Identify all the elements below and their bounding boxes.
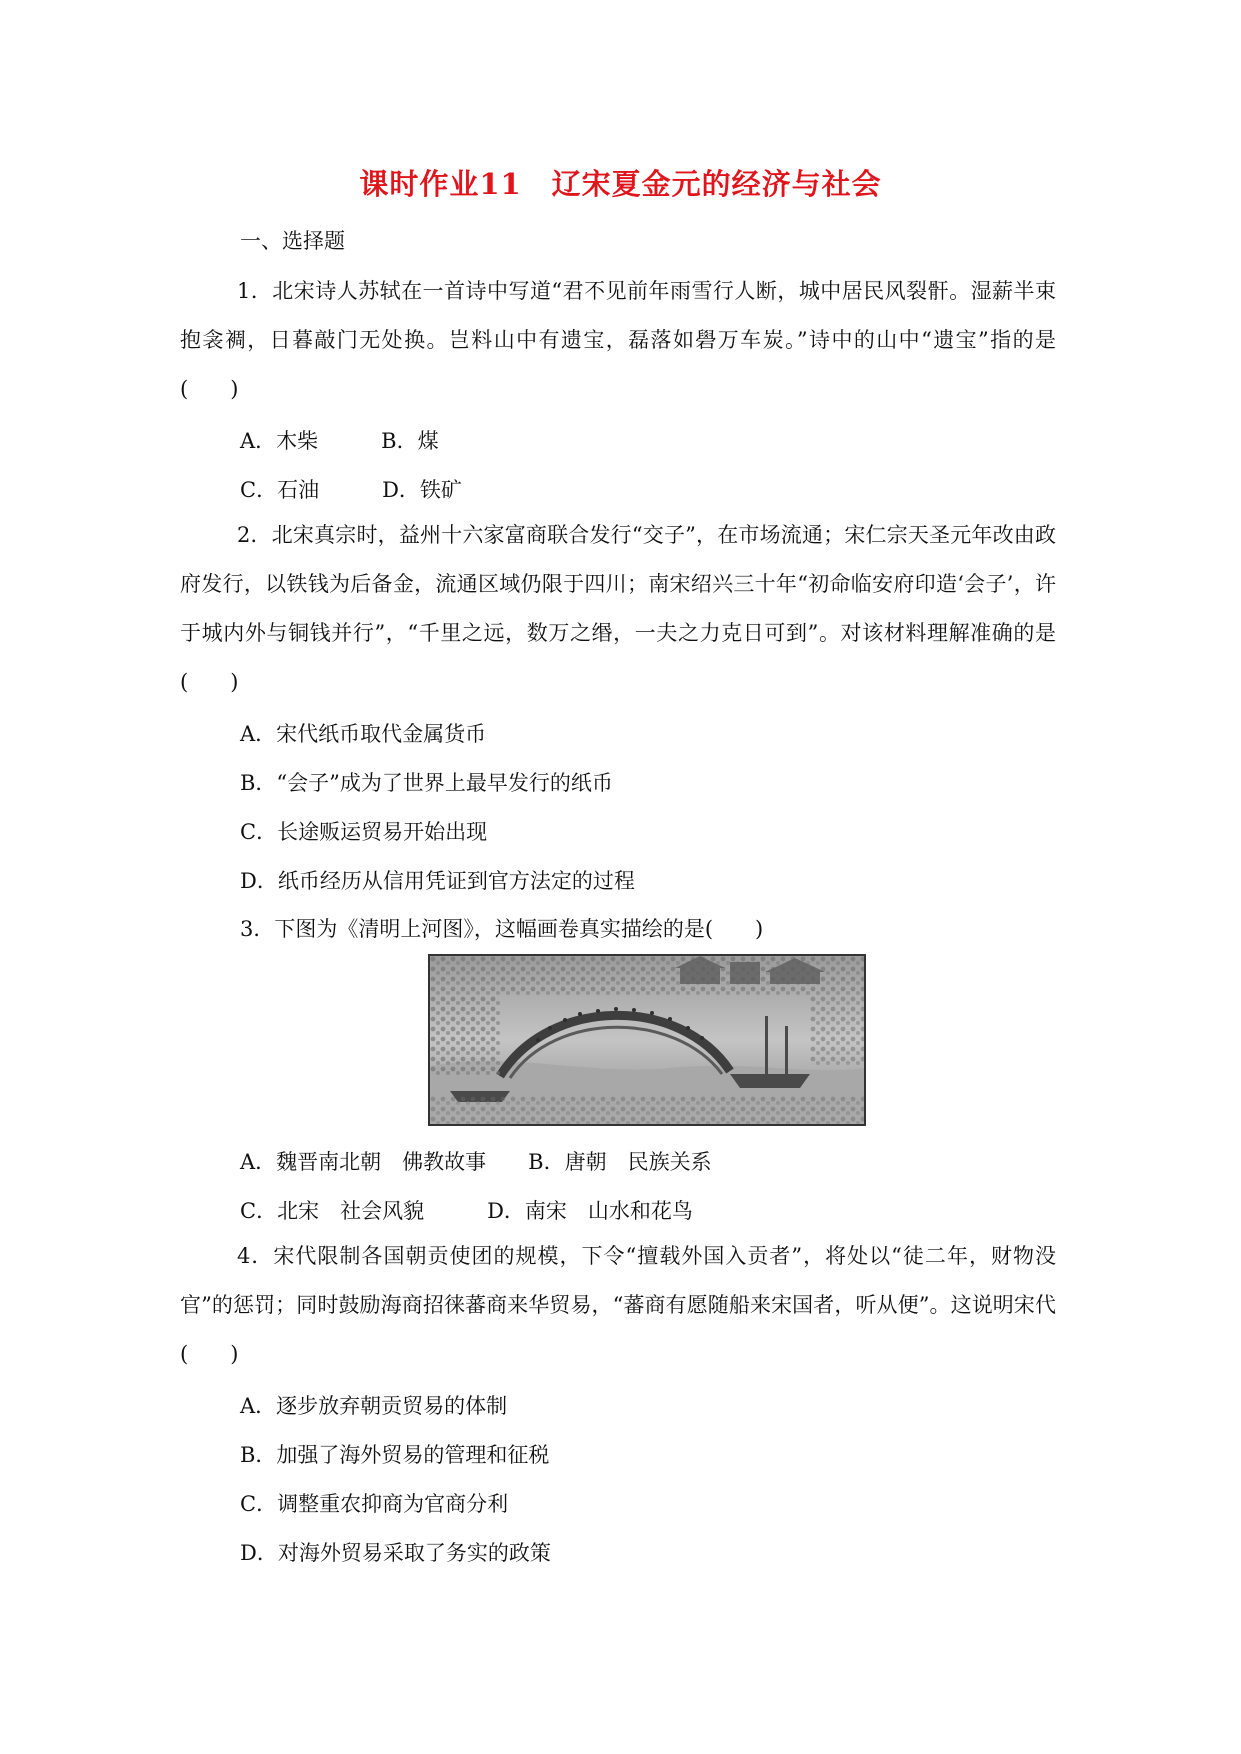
- question-2-option-c: C．长途贩运贸易开始出现: [240, 820, 488, 844]
- question-3-stem: 3．下图为《清明上河图》，这幅画卷真实描绘的是( ): [240, 917, 764, 941]
- question-2-option-b: B．“会子”成为了世界上最早发行的纸币: [240, 771, 613, 795]
- question-2-option-d: D．纸币经历从信用凭证到官方法定的过程: [240, 869, 635, 893]
- question-4-option-c: C．调整重农抑商为官商分利: [240, 1492, 509, 1516]
- question-4-option-b: B．加强了海外贸易的管理和征税: [240, 1443, 550, 1467]
- qingming-painting-image: [428, 954, 866, 1126]
- question-2-stem: 2．北宋真宗时，益州十六家富商联合发行“交子”，在市场流通；宋仁宗天圣元年改由政府发行，以铁钱为后备金，流通区域仍限于四川；南宋绍兴三十年“初命临安府印造‘会子’，许于城内外与铜钱并行”，“千里之远，数万之缗，一夫之力克日可到”。对该材料理解准确的是( ): [180, 523, 1056, 694]
- question-2-option-a: A．宋代纸币取代金属货币: [240, 722, 487, 746]
- page-title: 课时作业11 辽宋夏金元的经济与社会: [359, 167, 882, 201]
- question-4-option-d: D．对海外贸易采取了务实的政策: [240, 1541, 551, 1565]
- question-3-option-row-2: C．北宋 社会风貌 D．南宋 山水和花鸟: [240, 1199, 693, 1223]
- question-4-stem: 4．宋代限制各国朝贡使团的规模，下令“擅载外国入贡者”，将处以“徒二年，财物没官”的惩罚；同时鼓励海商招徕蕃商来华贸易，“蕃商有愿随船来宋国者，听从便”。这说明宋代( ): [180, 1244, 1056, 1366]
- question-1-option-row-2: C．石油 D．铁矿: [240, 478, 462, 502]
- question-1-option-row-1: A．木柴 B．煤: [240, 429, 439, 453]
- question-4-option-a: A．逐步放弃朝贡贸易的体制: [240, 1394, 508, 1418]
- question-1-stem: 1．北宋诗人苏轼在一首诗中写道“君不见前年雨雪行人断，城中居民风裂骭。湿薪半束抱衾裯，日暮敲门无处换。岂料山中有遗宝，磊落如礐万车炭。”诗中的山中“遗宝”指的是( ): [180, 279, 1056, 401]
- painting-illustration: [430, 956, 864, 1124]
- question-3-option-row-1: A．魏晋南北朝 佛教故事 B．唐朝 民族关系: [240, 1150, 712, 1174]
- section-heading: 一、选择题: [240, 229, 345, 253]
